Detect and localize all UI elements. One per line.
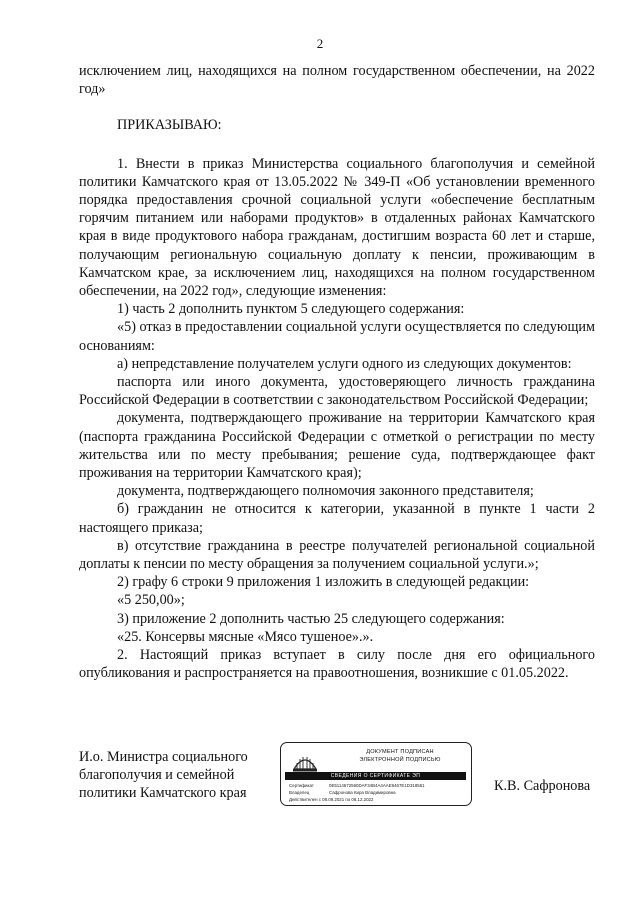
paragraph: документа, подтверждающего полномочия законного представителя; xyxy=(117,483,534,500)
coat-of-arms-icon xyxy=(291,749,319,773)
electronic-signature-stamp xyxy=(280,742,472,806)
paragraph: 2. Настоящий приказ вступает в силу после дня его официального опубликования и распространяется на правоотношения, возникшие с 01.05.2022. xyxy=(79,647,595,682)
paragraph: ПРИКАЗЫВАЮ: xyxy=(117,117,222,134)
stamp-row xyxy=(289,790,396,795)
stamp-row-key: Сертификат xyxy=(289,783,314,788)
signatory-name: К.В. Сафронова xyxy=(494,778,591,794)
stamp-row-key: Владелец xyxy=(289,790,310,795)
signatory-position-line: И.о. Министра социального xyxy=(79,749,248,765)
paragraph: документа, подтверждающего проживание на территории Камчатского края (паспорта гражданина Российской Федерации с отметкой о регистрации по месту жительства или по месту пребывания; решение суда, подтверждающее факт проживания на территории Камчатского края); xyxy=(79,410,595,482)
signatory-position-line: политики Камчатского края xyxy=(79,785,247,802)
stamp-validity: Действителен с 08.09.2021 по 08.12.2022 xyxy=(289,797,374,802)
stamp-title-line: ЭЛЕКТРОННОЙ ПОДПИСЬЮ xyxy=(359,757,441,763)
stamp-row xyxy=(289,797,373,802)
paragraph: 2) графу 6 строки 9 приложения 1 изложить в следующей редакции: xyxy=(117,574,530,591)
paragraph: 3) приложение 2 дополнить частью 25 следующего содержания: xyxy=(117,610,505,627)
signatory-position-line: благополучия и семейной xyxy=(79,767,235,784)
paragraph: 1. Внести в приказ Министерства социального благополучия и семейной политики Камчатского края от 13.05.2022 № 349-П «Об установлении временного порядка предоставления срочной социальной услуги «обеспечение бесплатным горячим питанием или наборами продуктов» в отдаленных районах Камчатского края в виде продуктового набора гражданам, достигшим возраста 60 лет и старше, получающим региональную социальную доплату к пенсии, проживающим в Камчатском крае, за исключением лиц, находящихся на полном государственном обеспечении, на 2022 год», следующие изменения: xyxy=(79,155,595,300)
paragraph: паспорта или иного документа, удостоверяющего личность гражданина Российской Федерации в соответствии с законодательством Российской Федерации; xyxy=(79,374,595,409)
paragraph: б) гражданин не относится к категории, указанной в пункте 1 части 2 настоящего приказа; xyxy=(79,501,595,536)
page-number: 2 xyxy=(316,36,324,51)
stamp-row-value: 0E5114672560DAF34B4A4AAE9467E1D318561 xyxy=(329,783,425,788)
stamp-title-line: ДОКУМЕНТ ПОДПИСАН xyxy=(366,749,434,755)
document-body xyxy=(79,62,595,683)
paragraph: 1) часть 2 дополнить пунктом 5 следующего содержания: xyxy=(117,301,465,318)
paragraph: «5) отказ в предоставлении социальной услуги осуществляется по следующим основаниям: xyxy=(79,319,595,354)
paragraph: исключением лиц, находящихся на полном государственном обеспечении, на 2022 год» xyxy=(79,63,595,98)
stamp-row xyxy=(289,783,425,788)
signatory-position xyxy=(79,748,269,803)
paragraph: в) отсутствие гражданина в реестре получателей региональной социальной доплаты к пенсии по месту обращения за получением социальной услуги.»; xyxy=(79,537,595,573)
paragraph: а) непредставление получателем услуги одного из следующих документов: xyxy=(117,355,572,372)
stamp-row-value: Сафронова Кира Владимировна xyxy=(329,790,396,795)
paragraph: «25. Консервы мясные «Мясо тушеное».». xyxy=(117,628,374,645)
paragraph: «5 250,00»; xyxy=(117,592,185,609)
stamp-certificate-header: СВЕДЕНИЯ О СЕРТИФИКАТЕ ЭП xyxy=(285,772,466,780)
